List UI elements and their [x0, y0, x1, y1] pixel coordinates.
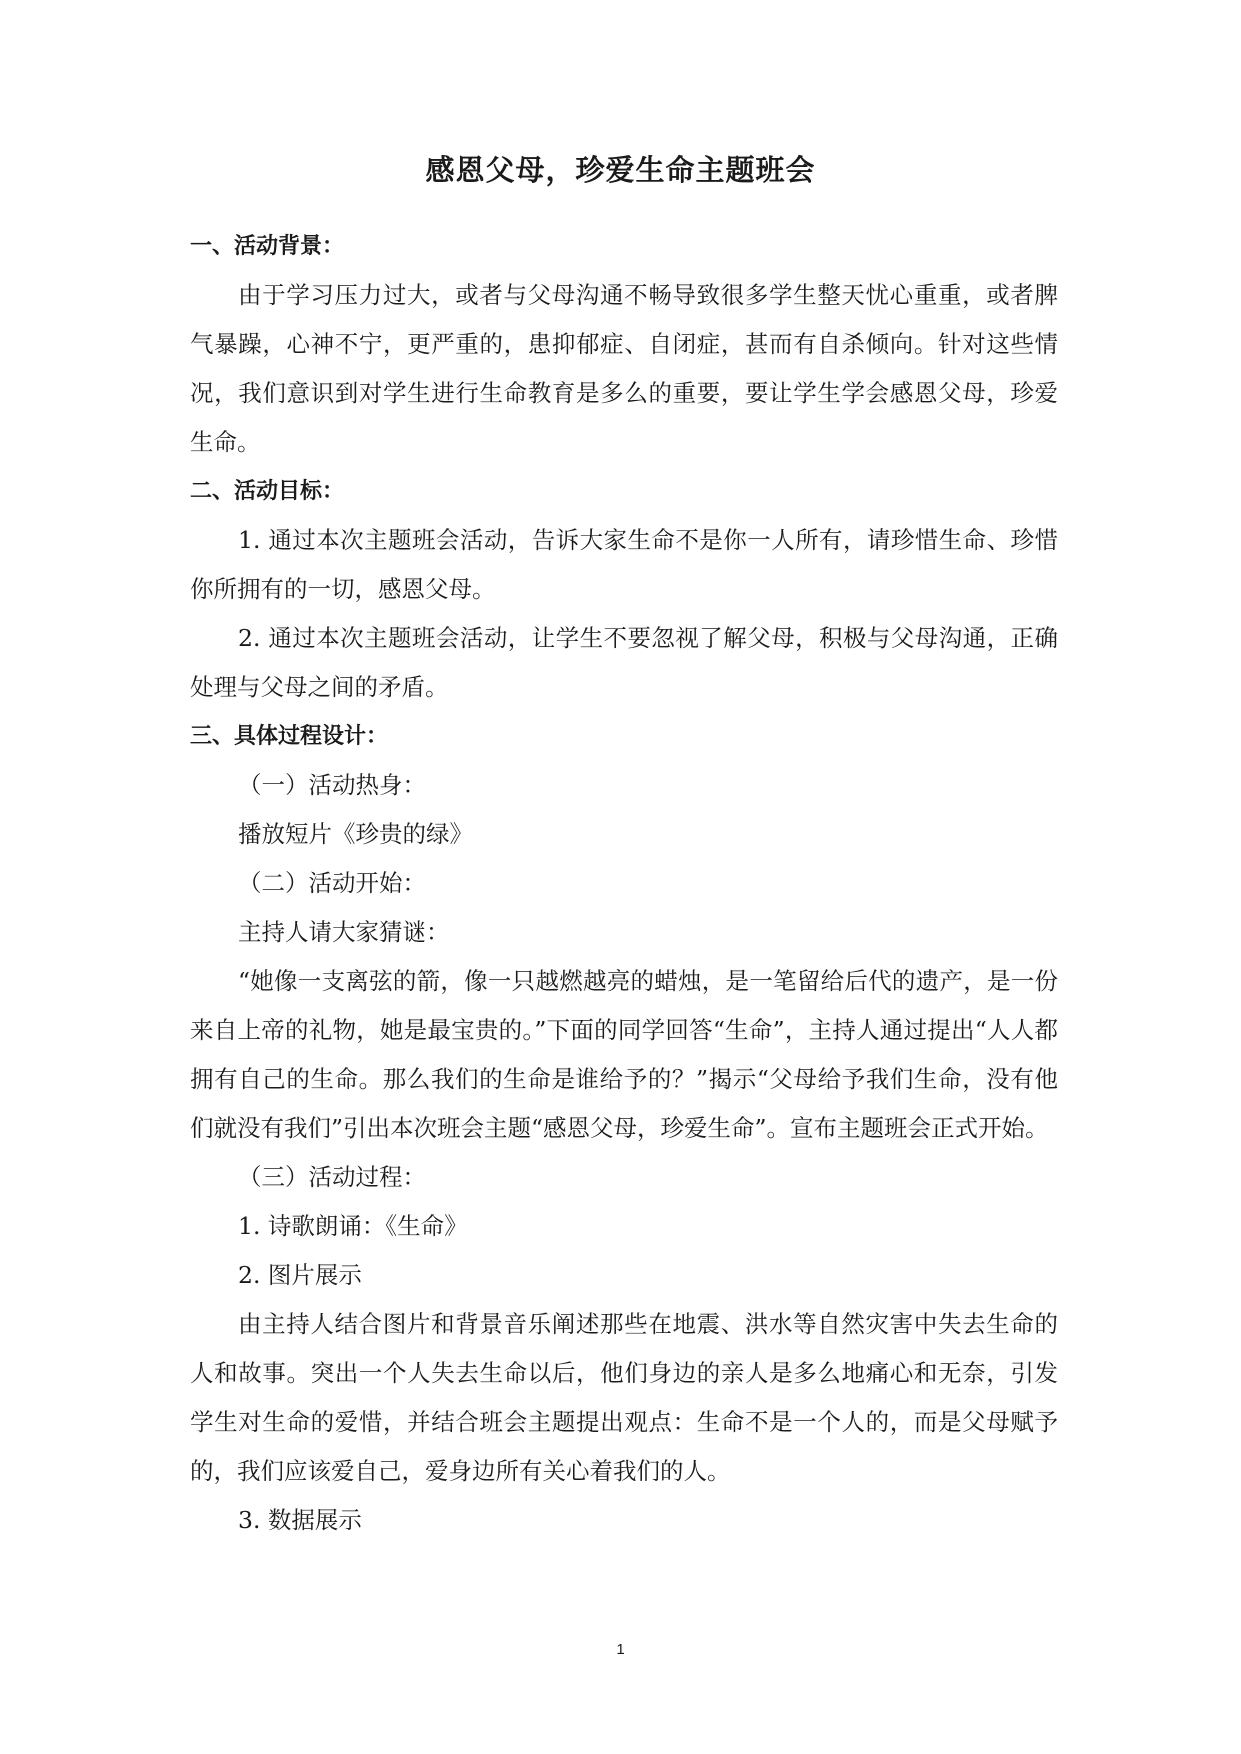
goal-item-1: 1. 通过本次主题班会活动，告诉大家生命不是你一人所有，请珍惜生命、珍惜你所拥有的一切，感恩父母。: [190, 526, 1058, 603]
goal-item-2: 2. 通过本次主题班会活动，让学生不要忽视了解父母，积极与父母沟通，正确处理与父母之间的矛盾。: [190, 624, 1058, 701]
process-subheading-warmup: （一）活动热身：: [238, 771, 426, 799]
section-heading-process: 三、具体过程设计：: [190, 724, 389, 749]
section-heading-background: 一、活动背景：: [190, 234, 345, 259]
pictures-paragraph: 由主持人结合图片和背景音乐阐述那些在地震、洪水等自然灾害中失去生命的人和故事。突出一个人失去生命以后，他们身边的亲人是多么地痛心和无奈，引发学生对生命的爱惜，并结合班会主题提出观点：生命不是一个人的，而是父母赋予的，我们应该爱自己，爱身边所有关心着我们的人。: [190, 1310, 1058, 1485]
background-paragraph: 由于学习压力过大，或者与父母沟通不畅导致很多学生整天忧心重重，或者脾气暴躁，心神不宁，更严重的，患抑郁症、自闭症，甚而有自杀倾向。针对这些情况，我们意识到对学生进行生命教育是多么的重要，要让学生学会感恩父母，珍爱生命。: [190, 281, 1058, 456]
process-line-data: 3. 数据展示: [238, 1506, 362, 1534]
document-body: [190, 222, 1058, 1545]
process-line-pictures: 2. 图片展示: [238, 1261, 362, 1289]
page-title: 感恩父母，珍爱生命主题班会: [425, 153, 816, 187]
process-line-poem: 1. 诗歌朗诵：《生命》: [238, 1212, 468, 1240]
section-heading-goals: 二、活动目标：: [190, 479, 345, 504]
process-line-video: 播放短片《珍贵的绿》: [238, 820, 473, 848]
process-line-riddle-intro: 主持人请大家猜谜：: [238, 918, 450, 946]
process-subheading-start: （二）活动开始：: [238, 869, 426, 897]
page-number: 1: [616, 1641, 625, 1658]
riddle-paragraph: “她像一支离弦的箭，像一只越燃越亮的蜡烛，是一笔留给后代的遗产，是一份来自上帝的礼物，她是最宝贵的。”下面的同学回答“生命”，主持人通过提出“人人都拥有自己的生命。那么我们的生命是谁给予的？”揭示“父母给予我们生命，没有他们就没有我们”引出本次班会主题“感恩父母，珍爱生命”。宣布主题班会正式开始。: [190, 967, 1058, 1142]
process-subheading-activity: （三）活动过程：: [238, 1163, 426, 1191]
